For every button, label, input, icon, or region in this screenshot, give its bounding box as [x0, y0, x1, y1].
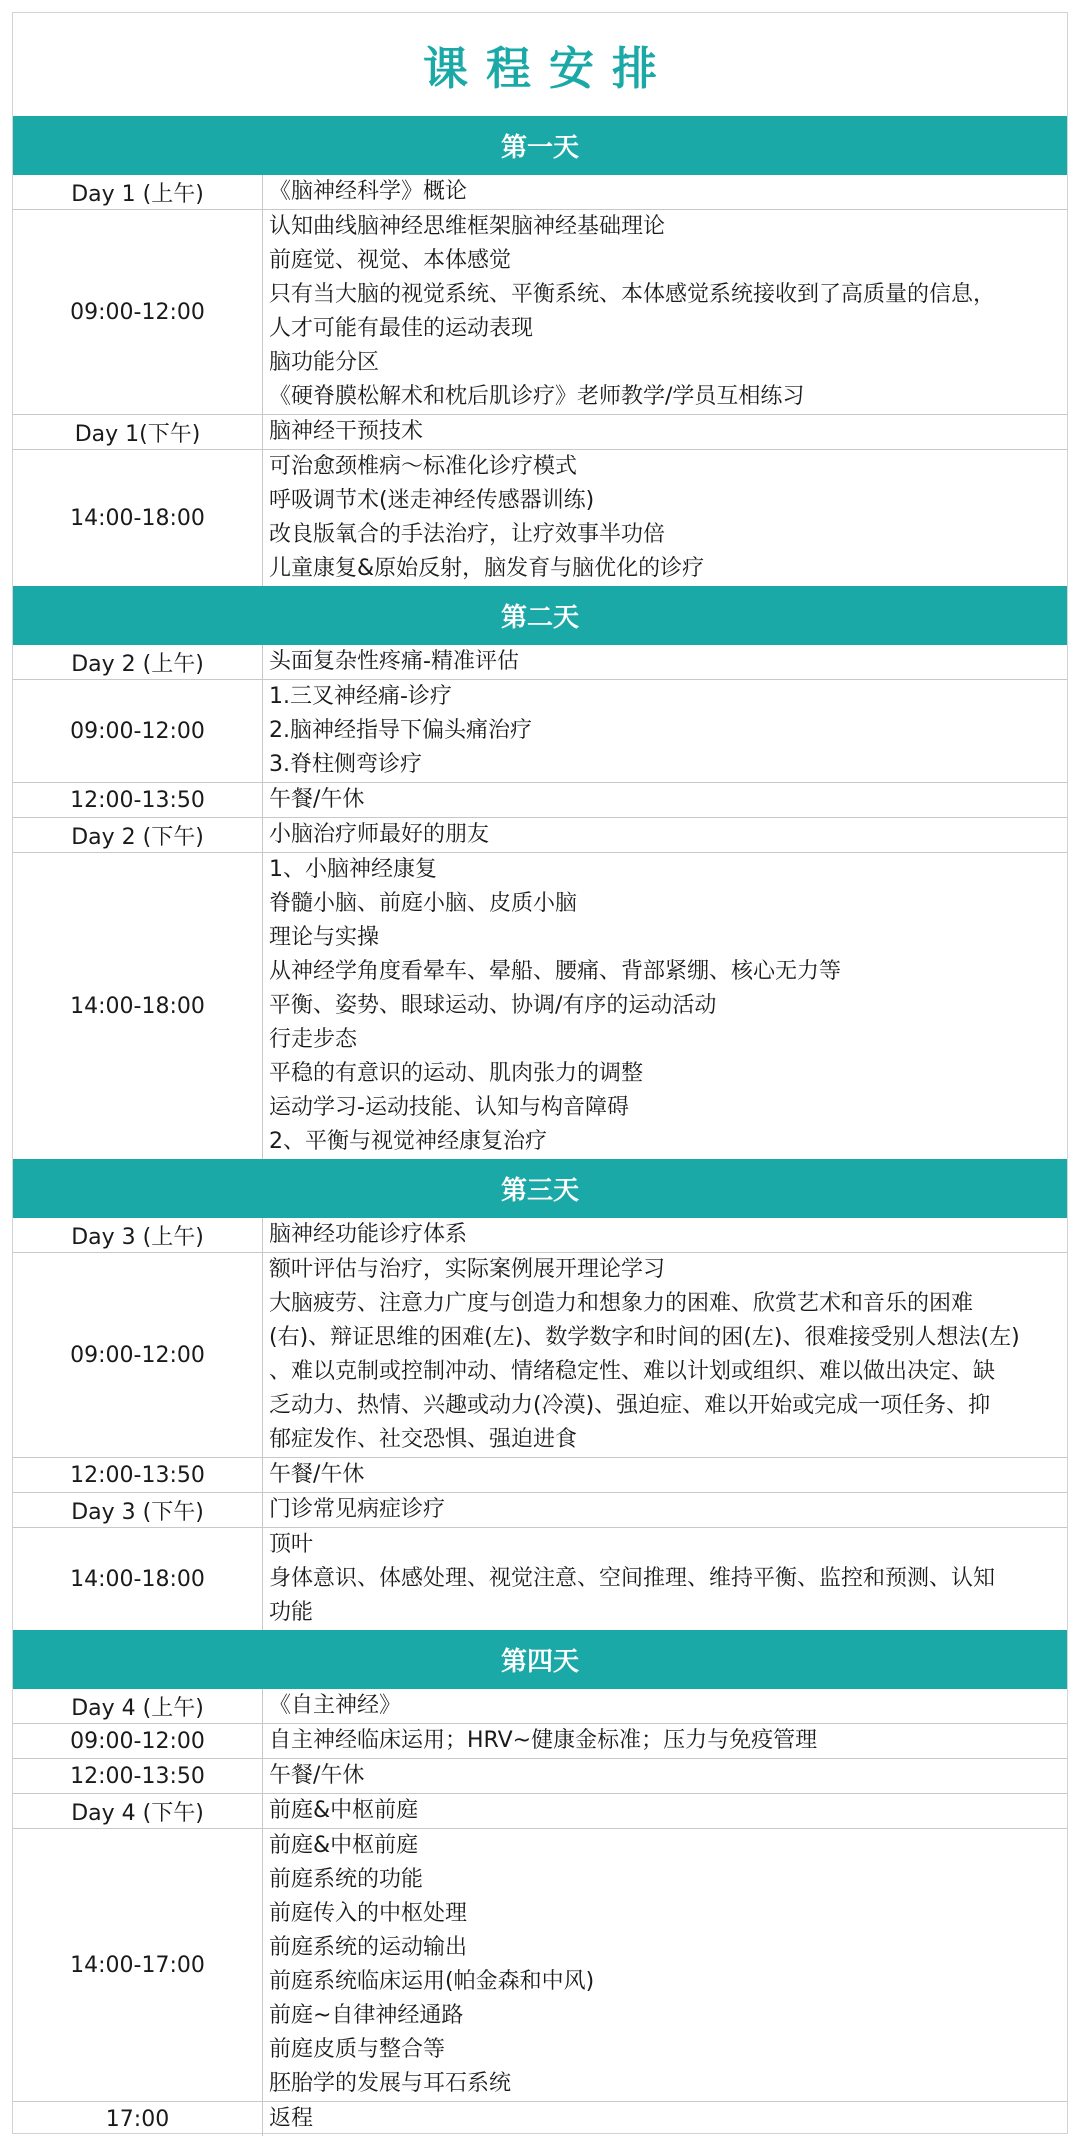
content-cell	[263, 450, 1067, 586]
content-line: 前庭传入的中枢处理	[269, 1901, 468, 1926]
schedule-row	[13, 414, 1067, 449]
content-line: 理论与实操	[269, 925, 380, 950]
content-line: 午餐/午休	[269, 787, 365, 812]
content-line: 前庭&中枢前庭	[269, 1833, 419, 1858]
day-header: 第二天	[13, 586, 1067, 645]
schedule-row	[13, 782, 1067, 817]
content-line: 《自主神经》	[269, 1693, 402, 1718]
content-line: 额叶评估与治疗，实际案例展开理论学习	[269, 1257, 666, 1282]
content-cell	[263, 210, 1067, 414]
time-cell: Day 4 (上午)	[13, 1689, 263, 1723]
content-line: 呼吸调节术(迷走神经传感器训练)	[269, 488, 595, 513]
schedule-row	[13, 1793, 1067, 1828]
content-line: 平衡、姿势、眼球运动、协调/有序的运动活动	[269, 993, 717, 1018]
schedule-row	[13, 852, 1067, 1159]
content-cell	[263, 1253, 1067, 1457]
time-cell: 17:00	[13, 2102, 263, 2136]
content-line: 前庭&中枢前庭	[269, 1798, 419, 1823]
content-line: 只有当大脑的视觉系统、平衡系统、本体感觉系统接收到了高质量的信息，	[269, 282, 996, 307]
content-cell	[263, 783, 1067, 817]
content-cell	[263, 2102, 1067, 2136]
content-line: 、难以克制或控制冲动、情绪稳定性、难以计划或组织、难以做出决定、缺	[269, 1359, 996, 1384]
time-cell: 14:00-17:00	[13, 1829, 263, 2101]
content-line: 改良版氧合的手法治疗，让疗效事半功倍	[269, 522, 666, 547]
schedule-row	[13, 1218, 1067, 1252]
content-cell	[263, 1218, 1067, 1252]
time-cell: 12:00-13:50	[13, 1458, 263, 1492]
content-line: 乏动力、热情、兴趣或动力(冷漠)、强迫症、难以开始或完成一项任务、抑	[269, 1393, 991, 1418]
schedule-row	[13, 1758, 1067, 1793]
content-line: 前庭系统的功能	[269, 1867, 424, 1892]
content-line: 儿童康复&原始反射，脑发育与脑优化的诊疗	[269, 556, 705, 581]
time-cell: Day 1 (上午)	[13, 175, 263, 209]
content-line: 运动学习-运动技能、认知与构音障碍	[269, 1095, 629, 1120]
time-cell: Day 2 (下午)	[13, 818, 263, 852]
content-cell	[263, 1458, 1067, 1492]
schedule-row	[13, 817, 1067, 852]
content-line: 前庭系统的运动输出	[269, 1935, 468, 1960]
schedule-row	[13, 1689, 1067, 1723]
content-line: 郁症发作、社交恐惧、强迫进食	[269, 1427, 578, 1452]
content-line: 身体意识、体感处理、视觉注意、空间推理、维持平衡、监控和预测、认知	[269, 1566, 996, 1591]
day-header: 第一天	[13, 116, 1067, 175]
content-line: 前庭系统临床运用(帕金森和中风)	[269, 1969, 595, 1994]
content-line: 脑神经功能诊疗体系	[269, 1222, 468, 1247]
content-cell	[263, 853, 1067, 1159]
content-cell	[263, 680, 1067, 782]
time-cell: 14:00-18:00	[13, 450, 263, 586]
time-cell: Day 3 (下午)	[13, 1493, 263, 1527]
content-line: 可治愈颈椎病～标准化诊疗模式	[269, 454, 578, 479]
content-line: 门诊常见病症诊疗	[269, 1497, 446, 1522]
content-line: 1、小脑神经康复	[269, 857, 437, 882]
content-cell	[263, 1528, 1067, 1630]
schedule-row	[13, 1828, 1067, 2101]
content-line: 1.三叉神经痛-诊疗	[269, 684, 452, 709]
content-line: 《硬脊膜松解术和枕后肌诊疗》老师教学/学员互相练习	[269, 384, 805, 409]
content-line: 行走步态	[269, 1027, 358, 1052]
content-line: 自主神经临床运用；HRV~健康金标准；压力与免疫管理	[269, 1728, 818, 1753]
content-cell	[263, 1724, 1067, 1758]
schedule-row	[13, 1723, 1067, 1758]
time-cell: 14:00-18:00	[13, 853, 263, 1159]
time-cell: Day 4 (下午)	[13, 1794, 263, 1828]
schedule-row	[13, 2101, 1067, 2136]
content-line: 2、平衡与视觉神经康复治疗	[269, 1129, 547, 1154]
schedule-row	[13, 1492, 1067, 1527]
content-line: 前庭~自律神经通路	[269, 2003, 464, 2028]
content-line: 2.脑神经指导下偏头痛治疗	[269, 718, 532, 743]
time-cell: 09:00-12:00	[13, 680, 263, 782]
content-line: 脑神经干预技术	[269, 419, 424, 444]
content-line: 脑功能分区	[269, 350, 380, 375]
content-cell	[263, 1689, 1067, 1723]
schedule-row	[13, 1527, 1067, 1630]
schedule-table	[13, 116, 1067, 2136]
content-cell	[263, 1759, 1067, 1793]
schedule-row	[13, 175, 1067, 209]
schedule-row	[13, 449, 1067, 586]
content-cell	[263, 645, 1067, 679]
content-line: 午餐/午休	[269, 1763, 365, 1788]
content-line: 前庭皮质与整合等	[269, 2037, 446, 2062]
content-line: 小脑治疗师最好的朋友	[269, 822, 490, 847]
time-cell: 09:00-12:00	[13, 1253, 263, 1457]
schedule-row	[13, 679, 1067, 782]
content-line: 《脑神经科学》概论	[269, 179, 468, 204]
day-header: 第四天	[13, 1630, 1067, 1689]
content-cell	[263, 1829, 1067, 2101]
content-line: (右)、辩证思维的困难(左)、数学数字和时间的困(左)、很难接受别人想法(左)	[269, 1325, 1020, 1350]
content-line: 脊髓小脑、前庭小脑、皮质小脑	[269, 891, 578, 916]
schedule-page	[12, 12, 1068, 2134]
time-cell: 12:00-13:50	[13, 1759, 263, 1793]
content-line: 3.脊柱侧弯诊疗	[269, 752, 422, 777]
day-header: 第三天	[13, 1159, 1067, 1218]
time-cell: 09:00-12:00	[13, 210, 263, 414]
content-line: 头面复杂性疼痛-精准评估	[269, 649, 519, 674]
schedule-row	[13, 209, 1067, 414]
content-cell	[263, 415, 1067, 449]
content-line: 大脑疲劳、注意力广度与创造力和想象力的困难、欣赏艺术和音乐的困难	[269, 1291, 974, 1316]
time-cell: Day 3 (上午)	[13, 1218, 263, 1252]
content-line: 功能	[269, 1600, 314, 1625]
content-line: 顶叶	[269, 1532, 314, 1557]
content-line: 从神经学角度看晕车、晕船、腰痛、背部紧绷、核心无力等	[269, 959, 842, 984]
content-line: 胚胎学的发展与耳石系统	[269, 2071, 512, 2096]
time-cell: 09:00-12:00	[13, 1724, 263, 1758]
time-cell: Day 2 (上午)	[13, 645, 263, 679]
page-title: 课程安排	[422, 42, 675, 95]
schedule-row	[13, 645, 1067, 679]
content-line: 前庭觉、视觉、本体感觉	[269, 248, 512, 273]
time-cell: Day 1(下午)	[13, 415, 263, 449]
content-cell	[263, 818, 1067, 852]
content-cell	[263, 1794, 1067, 1828]
content-line: 认知曲线脑神经思维框架脑神经基础理论	[269, 214, 666, 239]
content-line: 人才可能有最佳的运动表现	[269, 316, 534, 341]
content-cell	[263, 1493, 1067, 1527]
time-cell: 14:00-18:00	[13, 1528, 263, 1630]
content-line: 午餐/午休	[269, 1462, 365, 1487]
content-line: 平稳的有意识的运动、肌肉张力的调整	[269, 1061, 644, 1086]
content-line: 返程	[269, 2106, 314, 2131]
schedule-row	[13, 1457, 1067, 1492]
time-cell: 12:00-13:50	[13, 783, 263, 817]
content-cell	[263, 175, 1067, 209]
schedule-row	[13, 1252, 1067, 1457]
